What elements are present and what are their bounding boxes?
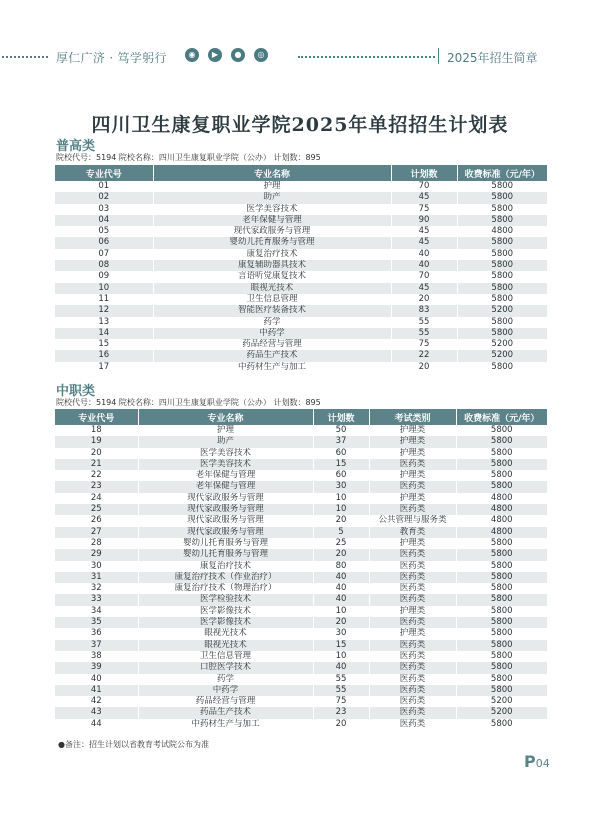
table-cell: 20 — [313, 719, 369, 730]
table-cell: 康复治疗技术 — [153, 249, 391, 260]
table-cell: 55 — [313, 674, 369, 685]
table-row — [55, 493, 547, 504]
table-cell: 5800 — [456, 606, 547, 617]
table-cell: 眼视光技术 — [138, 628, 313, 639]
table-cell: 医药类 — [369, 640, 456, 651]
table-cell: 医药类 — [369, 719, 456, 730]
column-header: 收费标准（元/年） — [457, 165, 547, 181]
table-cell: 5800 — [456, 640, 547, 651]
column-header: 考试类别 — [369, 409, 456, 425]
table-cell: 5800 — [456, 594, 547, 605]
table-cell: 35 — [55, 617, 138, 628]
table-cell: 5800 — [456, 617, 547, 628]
table-cell: 5800 — [456, 481, 547, 492]
table-cell: 10 — [313, 504, 369, 515]
table-cell: 14 — [55, 328, 153, 339]
table-cell: 5200 — [457, 350, 547, 361]
table-header-row — [55, 165, 547, 181]
table-cell: 医药类 — [369, 459, 456, 470]
table-cell: 康复治疗技术（物理治疗） — [138, 583, 313, 594]
table-cell: 06 — [55, 237, 153, 248]
table-cell: 中药学 — [138, 685, 313, 696]
table-cell: 护理类 — [369, 470, 456, 481]
table-row — [55, 362, 547, 373]
table-cell: 教育类 — [369, 527, 456, 538]
table-cell: 口腔医学技术 — [138, 662, 313, 673]
table-row — [55, 215, 547, 226]
table-cell: 5800 — [456, 448, 547, 459]
table-cell: 5200 — [456, 696, 547, 707]
table-cell: 5800 — [457, 192, 547, 203]
table-cell: 5800 — [456, 470, 547, 481]
table-cell: 4800 — [456, 493, 547, 504]
table-cell: 13 — [55, 317, 153, 328]
table-cell: 5800 — [457, 204, 547, 215]
table-cell: 药学 — [138, 674, 313, 685]
table-cell: 现代家政服务与管理 — [153, 226, 391, 237]
table-cell: 4800 — [456, 515, 547, 526]
table-row — [55, 719, 547, 730]
table-cell: 40 — [313, 662, 369, 673]
table-cell: 中药学 — [153, 328, 391, 339]
table-row — [55, 549, 547, 560]
table-row — [55, 425, 547, 436]
table-row — [55, 640, 547, 651]
table-cell: 医药类 — [369, 504, 456, 515]
table-cell: 护理类 — [369, 538, 456, 549]
table-cell: 90 — [391, 215, 457, 226]
header-brochure-title: 2025年招生简章 — [447, 51, 538, 65]
table-cell: 医学影像技术 — [138, 606, 313, 617]
table-cell: 08 — [55, 260, 153, 271]
table-row — [55, 350, 547, 361]
table-cell: 5800 — [456, 685, 547, 696]
table-cell: 卫生信息管理 — [138, 651, 313, 662]
vocational-plan-table — [55, 409, 547, 730]
table-cell: 康复辅助器具技术 — [153, 260, 391, 271]
table-cell: 11 — [55, 294, 153, 305]
table-row — [55, 305, 547, 316]
column-header: 专业名称 — [138, 409, 313, 425]
general-plan-table — [55, 165, 547, 373]
table-cell: 5800 — [456, 583, 547, 594]
table-cell: 07 — [55, 249, 153, 260]
section-title-vocational: 中职类 — [56, 384, 96, 399]
table-cell: 45 — [391, 237, 457, 248]
table-cell: 康复治疗技术 — [138, 561, 313, 572]
table-cell: 5800 — [457, 215, 547, 226]
table-row — [55, 271, 547, 282]
table-cell: 24 — [55, 493, 138, 504]
table-cell: 中药材生产与加工 — [138, 719, 313, 730]
table-cell: 老年保健与管理 — [138, 470, 313, 481]
weibo-icon: ◎ — [254, 48, 268, 62]
table-cell: 婴幼儿托育服务与管理 — [138, 538, 313, 549]
column-header: 计划数 — [313, 409, 369, 425]
footnote: ●备注：招生计划以省教育考试院公布为准 — [58, 740, 209, 749]
table-cell: 50 — [313, 425, 369, 436]
table-cell: 药品生产技术 — [153, 350, 391, 361]
table-cell: 20 — [313, 515, 369, 526]
table-cell: 40 — [313, 594, 369, 605]
table-cell: 5800 — [456, 425, 547, 436]
table-cell: 5800 — [456, 719, 547, 730]
table-cell: 20 — [391, 362, 457, 373]
table-cell: 23 — [55, 481, 138, 492]
table-cell: 36 — [55, 628, 138, 639]
table-cell: 5800 — [456, 549, 547, 560]
table-cell: 55 — [391, 317, 457, 328]
table-cell: 医药类 — [369, 594, 456, 605]
link-icon: ● — [231, 48, 245, 62]
table-row — [55, 470, 547, 481]
table-row — [55, 594, 547, 605]
table-row — [55, 339, 547, 350]
table-cell: 5800 — [456, 628, 547, 639]
table-row — [55, 583, 547, 594]
section-info-vocational: 院校代号：5194 院校名称：四川卫生康复职业学院（公办） 计划数：895 — [56, 398, 321, 407]
table-cell: 医学美容技术 — [138, 459, 313, 470]
table-cell: 38 — [55, 651, 138, 662]
table-cell: 15 — [313, 640, 369, 651]
wechat-icon: ◉ — [185, 48, 199, 62]
table-cell: 卫生信息管理 — [153, 294, 391, 305]
header-divider-left — [2, 56, 48, 58]
table-cell: 眼视光技术 — [153, 283, 391, 294]
section-title-general: 普高类 — [56, 139, 96, 154]
table-cell: 助产 — [138, 436, 313, 447]
table-cell: 医药类 — [369, 696, 456, 707]
table-cell: 医药类 — [369, 674, 456, 685]
table-cell: 26 — [55, 515, 138, 526]
table-cell: 5800 — [457, 294, 547, 305]
table-cell: 康复治疗技术（作业治疗） — [138, 572, 313, 583]
column-header: 专业代号 — [55, 165, 153, 181]
table-cell: 护理 — [138, 425, 313, 436]
table-row — [55, 651, 547, 662]
table-cell: 12 — [55, 305, 153, 316]
table-cell: 5800 — [457, 237, 547, 248]
table-cell: 眼视光技术 — [138, 640, 313, 651]
table-cell: 70 — [391, 181, 457, 192]
table-cell: 25 — [55, 504, 138, 515]
table-cell: 5800 — [457, 260, 547, 271]
table-cell: 37 — [313, 436, 369, 447]
table-row — [55, 204, 547, 215]
table-cell: 现代家政服务与管理 — [138, 515, 313, 526]
table-cell: 30 — [313, 481, 369, 492]
table-row — [55, 628, 547, 639]
table-cell: 4800 — [456, 504, 547, 515]
table-cell: 老年保健与管理 — [138, 481, 313, 492]
table-cell: 09 — [55, 271, 153, 282]
table-cell: 10 — [313, 606, 369, 617]
table-cell: 婴幼儿托育服务与管理 — [153, 237, 391, 248]
table-cell: 现代家政服务与管理 — [138, 527, 313, 538]
table-cell: 医学影像技术 — [138, 617, 313, 628]
table-cell: 护理类 — [369, 628, 456, 639]
table-cell: 5800 — [456, 674, 547, 685]
table-cell: 16 — [55, 350, 153, 361]
table-row — [55, 696, 547, 707]
table-row — [55, 181, 547, 192]
table-row — [55, 617, 547, 628]
table-cell: 40 — [313, 572, 369, 583]
table-cell: 4800 — [457, 226, 547, 237]
table-cell: 55 — [313, 685, 369, 696]
table-cell: 5800 — [456, 651, 547, 662]
table-cell: 55 — [391, 328, 457, 339]
table-cell: 42 — [55, 696, 138, 707]
column-header: 专业代号 — [55, 409, 138, 425]
table-cell: 15 — [313, 459, 369, 470]
table-cell: 45 — [391, 283, 457, 294]
table-cell: 29 — [55, 549, 138, 560]
table-cell: 34 — [55, 606, 138, 617]
table-cell: 护理类 — [369, 448, 456, 459]
table-cell: 39 — [55, 662, 138, 673]
section-info-general: 院校代号：5194 院校名称：四川卫生康复职业学院（公办） 计划数：895 — [56, 153, 321, 162]
table-cell: 40 — [313, 583, 369, 594]
table-cell: 言语听觉康复技术 — [153, 271, 391, 282]
column-header: 专业名称 — [153, 165, 391, 181]
table-row — [55, 561, 547, 572]
table-cell: 28 — [55, 538, 138, 549]
table-cell: 37 — [55, 640, 138, 651]
table-cell: 医药类 — [369, 662, 456, 673]
table-cell: 5800 — [456, 662, 547, 673]
table-cell: 18 — [55, 425, 138, 436]
table-row — [55, 237, 547, 248]
table-row — [55, 572, 547, 583]
table-cell: 护理类 — [369, 493, 456, 504]
table-row — [55, 436, 547, 447]
table-cell: 17 — [55, 362, 153, 373]
page-number-value: 04 — [535, 757, 550, 770]
social-icons — [185, 48, 268, 62]
table-cell: 老年保健与管理 — [153, 215, 391, 226]
table-cell: 04 — [55, 215, 153, 226]
table-row — [55, 192, 547, 203]
table-cell: 5200 — [457, 339, 547, 350]
table-cell: 05 — [55, 226, 153, 237]
table-row — [55, 538, 547, 549]
table-cell: 10 — [313, 651, 369, 662]
header-slogan: 厚仁广济 · 笃学躬行 — [56, 51, 167, 65]
table-header-row — [55, 409, 547, 425]
table-cell: 03 — [55, 204, 153, 215]
table-cell: 75 — [391, 339, 457, 350]
table-cell: 43 — [55, 707, 138, 718]
table-cell: 护理 — [153, 181, 391, 192]
table-cell: 20 — [391, 294, 457, 305]
header-divider-mid — [298, 56, 435, 58]
table-row — [55, 662, 547, 673]
table-cell: 5800 — [457, 362, 547, 373]
table-cell: 智能医疗装备技术 — [153, 305, 391, 316]
table-cell: 5800 — [456, 538, 547, 549]
table-row — [55, 674, 547, 685]
table-cell: 45 — [391, 192, 457, 203]
table-cell: 助产 — [153, 192, 391, 203]
table-cell: 5800 — [457, 181, 547, 192]
table-cell: 20 — [55, 448, 138, 459]
table-cell: 40 — [55, 674, 138, 685]
table-cell: 75 — [313, 696, 369, 707]
table-row — [55, 515, 547, 526]
table-cell: 5800 — [457, 283, 547, 294]
table-cell: 20 — [313, 617, 369, 628]
column-header: 收费标准（元/年） — [456, 409, 547, 425]
table-cell: 30 — [55, 561, 138, 572]
table-cell: 83 — [391, 305, 457, 316]
table-row — [55, 481, 547, 492]
video-icon: ▶ — [208, 48, 222, 62]
table-cell: 5800 — [457, 249, 547, 260]
table-cell: 医学检验技术 — [138, 594, 313, 605]
table-cell: 22 — [55, 470, 138, 481]
table-cell: 20 — [313, 549, 369, 560]
header-separator — [438, 48, 439, 64]
table-cell: 中药材生产与加工 — [153, 362, 391, 373]
table-cell: 5200 — [457, 305, 547, 316]
table-row — [55, 448, 547, 459]
table-cell: 5200 — [456, 707, 547, 718]
table-cell: 45 — [391, 226, 457, 237]
table-row — [55, 707, 547, 718]
table-cell: 医药类 — [369, 617, 456, 628]
table-cell: 现代家政服务与管理 — [138, 493, 313, 504]
page-header — [0, 44, 600, 72]
table-cell: 21 — [55, 459, 138, 470]
table-cell: 40 — [391, 260, 457, 271]
table-cell: 医药类 — [369, 685, 456, 696]
table-cell: 02 — [55, 192, 153, 203]
table-cell: 药品经营与管理 — [153, 339, 391, 350]
table-cell: 01 — [55, 181, 153, 192]
table-row — [55, 283, 547, 294]
table-cell: 25 — [313, 538, 369, 549]
table-cell: 5800 — [456, 436, 547, 447]
table-row — [55, 260, 547, 271]
table-cell: 药学 — [153, 317, 391, 328]
table-row — [55, 328, 547, 339]
table-row — [55, 606, 547, 617]
table-row — [55, 504, 547, 515]
table-cell: 23 — [313, 707, 369, 718]
table-cell: 医药类 — [369, 549, 456, 560]
table-cell: 80 — [313, 561, 369, 572]
table-cell: 5800 — [457, 328, 547, 339]
table-row — [55, 685, 547, 696]
table-cell: 15 — [55, 339, 153, 350]
table-cell: 5 — [313, 527, 369, 538]
table-cell: 5800 — [456, 561, 547, 572]
table-cell: 30 — [313, 628, 369, 639]
column-header: 计划数 — [391, 165, 457, 181]
page-prefix: P — [524, 752, 536, 771]
table-cell: 公共管理与服务类 — [369, 515, 456, 526]
table-cell: 22 — [391, 350, 457, 361]
table-cell: 70 — [391, 271, 457, 282]
table-cell: 药品生产技术 — [138, 707, 313, 718]
table-cell: 31 — [55, 572, 138, 583]
table-cell: 5800 — [456, 572, 547, 583]
table-cell: 医药类 — [369, 707, 456, 718]
table-cell: 5800 — [456, 459, 547, 470]
table-cell: 10 — [55, 283, 153, 294]
table-cell: 5800 — [457, 271, 547, 282]
table-row — [55, 459, 547, 470]
table-cell: 75 — [391, 204, 457, 215]
table-cell: 护理类 — [369, 606, 456, 617]
table-cell: 40 — [391, 249, 457, 260]
table-cell: 60 — [313, 448, 369, 459]
table-cell: 32 — [55, 583, 138, 594]
table-cell: 医学美容技术 — [138, 448, 313, 459]
table-cell: 药品经营与管理 — [138, 696, 313, 707]
table-cell: 4800 — [456, 527, 547, 538]
table-cell: 医药类 — [369, 572, 456, 583]
table-cell: 33 — [55, 594, 138, 605]
table-cell: 10 — [313, 493, 369, 504]
page-number — [524, 752, 550, 771]
table-cell: 5800 — [457, 317, 547, 328]
table-cell: 医药类 — [369, 651, 456, 662]
table-cell: 护理类 — [369, 436, 456, 447]
table-cell: 19 — [55, 436, 138, 447]
table-row — [55, 226, 547, 237]
table-cell: 医学美容技术 — [153, 204, 391, 215]
table-cell: 44 — [55, 719, 138, 730]
table-cell: 护理类 — [369, 425, 456, 436]
table-cell: 现代家政服务与管理 — [138, 504, 313, 515]
table-cell: 60 — [313, 470, 369, 481]
table-cell: 婴幼儿托育服务与管理 — [138, 549, 313, 560]
table-row — [55, 317, 547, 328]
table-cell: 医药类 — [369, 561, 456, 572]
table-cell: 医药类 — [369, 583, 456, 594]
table-row — [55, 527, 547, 538]
table-row — [55, 249, 547, 260]
table-row — [55, 294, 547, 305]
table-cell: 41 — [55, 685, 138, 696]
table-cell: 27 — [55, 527, 138, 538]
page-title: 四川卫生康复职业学院2025年单招招生计划表 — [91, 114, 509, 136]
table-cell: 医药类 — [369, 481, 456, 492]
